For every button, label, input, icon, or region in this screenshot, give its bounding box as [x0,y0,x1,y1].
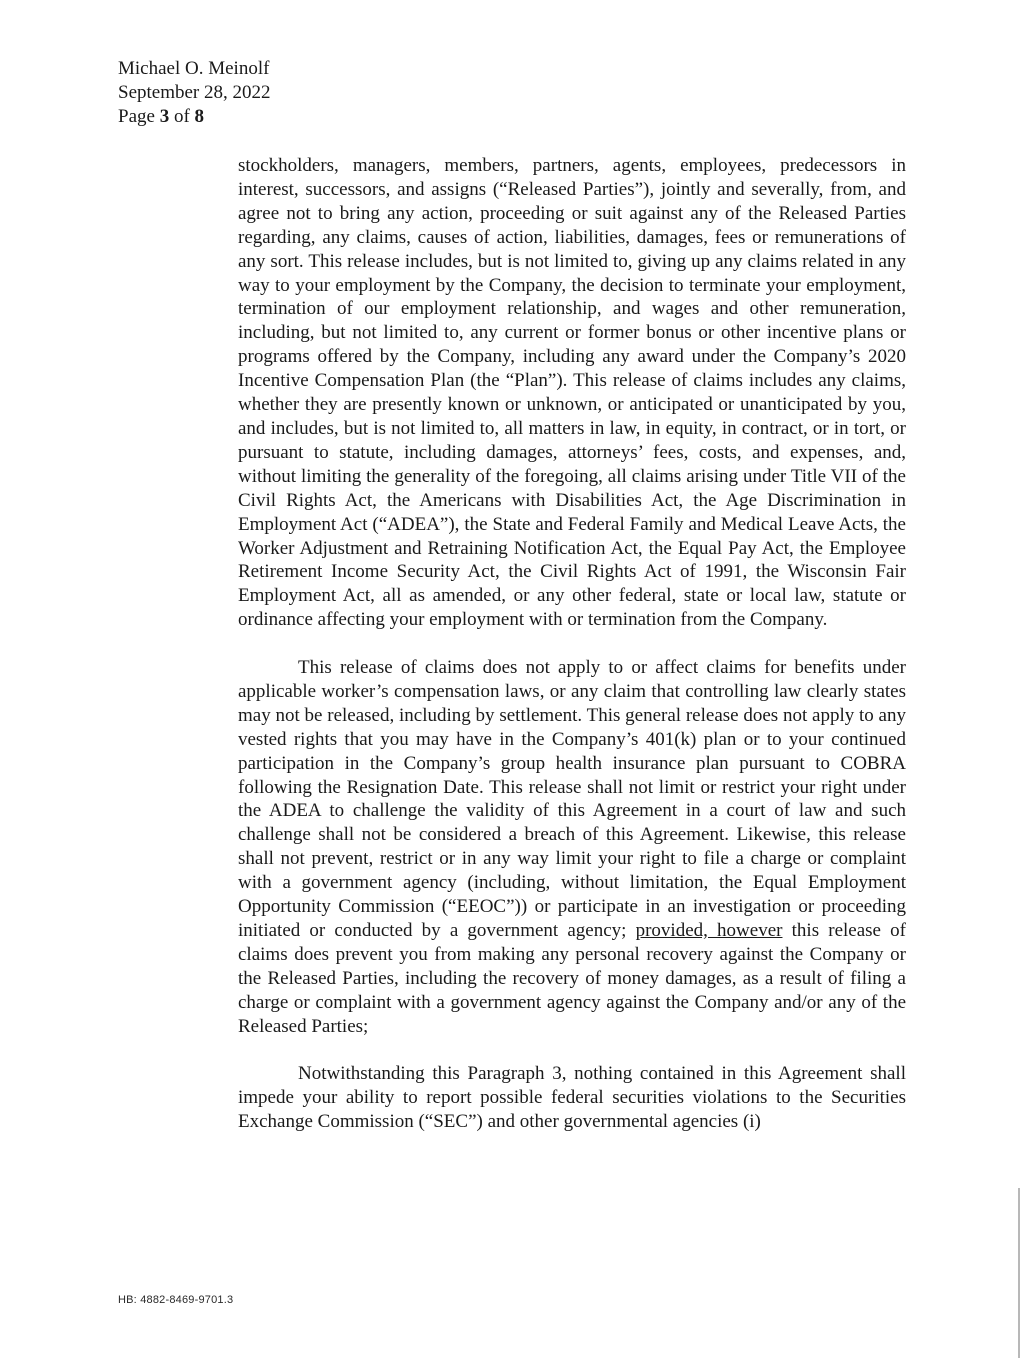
provided-however-underlined: provided, however [635,919,783,941]
document-id-footer: HB: 4882-8469-9701.3 [118,1294,234,1306]
paragraph-sec-reporting: Notwithstanding this Paragraph 3, nothing contained in this Agreement shall impede your ability to report possible federal securities violations to the Securities Exchange Commission (“SEC”) and other governmental agencies (i) [238,1063,906,1133]
letter-header [118,57,271,129]
page-prefix: Page [118,106,160,127]
page-of: of [169,106,195,127]
paragraph-release-exceptions-start: This release of claims does not apply to or affect claims for benefits under applicable worker’s compensation laws, or any claim that controlling law clearly states may not be released, including by settlement. This general release does not apply to any vested rights that you may have in the Company’s 401(k) plan or to your continued participation in the Company’s group health insurance plan pursuant to COBRA following the Resignation Date. This release shall not limit or restrict your right under the ADEA to challenge the validity of this Agreement in a court of law and such challenge shall not be considered a breach of this Agreement. Likewise, this release shall not prevent, restrict or in any way limit your right to file a charge or complaint with a government agency (including, without limitation, the Equal Employment Opportunity Commission (“EEOC”)) or participate in an investigation or proceeding initiated or conducted by a government agency; [238,657,906,941]
paragraph-release-exceptions-end: this release of claims does prevent you from making any personal recovery against the Company or the Released Parties, including the recovery of money damages, as a result of filing a charge or complaint with a government agency against the Company and/or any of the Released Parties; [238,919,906,1037]
page-current: 3 [159,106,170,127]
recipient-name: Michael O. Meinolf [118,58,270,79]
letter-date: September 28, 2022 [118,82,271,103]
page-indicator [118,105,271,129]
paragraph-released-parties: stockholders, managers, members, partners, agents, employees, predecessors in interest, successors, and assigns (“Released Parties”), jointly and severally, from, and agree not to bring any action, proceeding or suit against any of the Released Parties regarding, any claims, causes of action, liabilities, damages, fees or remunerations of any sort. This release includes, but is not limited to, giving up any claims related in any way to your employment by the Company, the decision to terminate your employment, termination of our employment relationship, and wages and other remuneration, including, but not limited to, any current or former bonus or other incentive plans or programs offered by the Company, including any award under the Company’s 2020 Incentive Compensation Plan (the “Plan”). This release of claims includes any claims, whether they are presently known or unknown, or anticipated or unanticipated by you, and includes, but is not limited to, all matters in law, in equity, in contract, or in tort, or pursuant to statute, including damages, attorneys’ fees, costs, and expenses, and, without limiting the generality of the foregoing, all claims arising under Title VII of the Civil Rights Act, the Americans with Disabilities Act, the Age Discrimination in Employment Act (“ADEA”), the State and Federal Family and Medical Leave Acts, the Worker Adjustment and Retraining Notification Act, the Equal Pay Act, the Employee Retirement Income Security Act, the Civil Rights Act of 1991, the Wisconsin Fair Employment Act, all as amended, or any other federal, state or local law, statute or ordinance affecting your employment with or termination from the Company. [238,155,906,631]
letter-body [238,154,906,1134]
page-total: 8 [194,106,205,127]
paragraph-release-exceptions [238,656,906,1039]
